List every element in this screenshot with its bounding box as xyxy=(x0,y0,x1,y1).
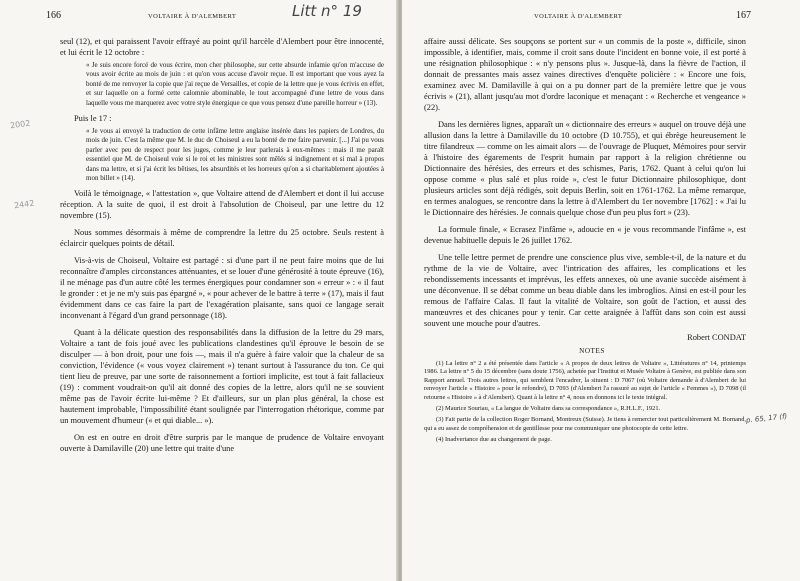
quotation: « Je vous ai envoyé la traduction de cette infâme lettre anglaise insérée dans les papiers de Londres, du mois de juin. C'est la même que M. le duc de Choiseul a eu la bonté de me faire parvenir. [...] J'ai pu vous parler avec peu de respect pour les juges, comme je leur parlerais à eux-mêmes : mais il me paraît essentiel que M. de Choiseul voie si le roi et les ministres sont mêlés si indignement et si mal à propos dans ma lettre, et si j'ai écrit les bêtises, les absurdités et les horreurs qu'on a si charitablement ajoutées à mon billet » (14). xyxy=(86,127,384,183)
margin-mark: 2442 xyxy=(13,198,35,211)
right-running-head: VOLTAIRE À D'ALEMBERT xyxy=(534,13,623,20)
left-page xyxy=(0,0,398,581)
paragraph: On est en outre en droit d'être surpris par le manque de prudence de Voltaire envoyant ouverte à Damilaville (20) une lettre qui traite d'une xyxy=(60,433,384,454)
paragraph: Voilà le témoignage, « l'attestation », que Voltaire attend de d'Alembert et dont il lui accuse réception. A la suite de quoi, il est droit à l'absolution de Choiseul, par une lettre du 12 novembre (15). xyxy=(60,189,384,221)
footnote: (4) Inadvertance due au changement de page. xyxy=(436,436,552,444)
paragraph: Vis-à-vis de Choiseul, Voltaire est partagé : si d'une part il ne peut faire moins que de lui reconnaître d'amples circonstances atténuantes, et se louer d'une générosité à toute épreuve (16), il ne ménage pas d'un autre côté les termes énergiques pour condamner son « erreur » : « il faut le gronder : et je ne m'y suis pas épargné », « pour achever de le battre à terre » (17), mais il faut évidemment dans ce cas faire la part de l'exagération plaisante, sans quoi ce langage serait inconvenant à l'égard d'un grand personnage (18). xyxy=(60,256,384,321)
paragraph: La formule finale, « Ecrasez l'infâme », adoucie en « je vous recommande l'infâme », est devenue habituelle depuis le 26 juillet 1762. xyxy=(424,225,746,245)
right-page-number: 167 xyxy=(736,10,751,21)
author-signature: Robert CONDAT xyxy=(687,333,746,342)
paragraph: Dans les dernières lignes, apparaît un « dictionnaire des erreurs » auquel on trouve déjà une allusion dans la lettre à Damilaville du 10 octobre (D 10.755), et qui ébrège heureusement le titre filandreux — comme on les aimait alors — de l'ouvrage de Pluquet, Mémoires pour servir à l'histoire des égarements de l'esprit humain par rapport à la religion chrétienne ou Dictionnaire des hérésies, des erreurs et des schismes, Paris, 1762. Quant à celui qu'on lui oppose comme « plus salé et plus roide », c'est le futur Dictionnaire philosophique, dont plusieurs articles sont déjà rédigés, soit depuis Berlin, soit en 1761-1762. La même remarque, en termes analogues, se rencontre dans la lettre à d'Alembert du 1er novembre [1762] : « J'ai lu le Dictionnaire des hérésies. Je connais quelque chose d'un peu plus fort » (23). xyxy=(424,120,746,217)
paragraph: Nous sommes désormais à même de comprendre la lettre du 25 octobre. Seuls restent à éclaircir quelques points de détail. xyxy=(60,228,384,249)
margin-note: p. 65, 17 (f) xyxy=(745,412,788,425)
footnote: (2) Maurice Souriau, « La langue de Voltaire dans sa correspondance », R.H.L.F., 1921. xyxy=(436,405,661,413)
paragraph: affaire aussi délicate. Ses soupçons se portent sur « un commis de la poste », difficile, sinon impossible, à identifier, mais, comme il croit sans doute l'incident en bonne voie, il est porté à une résignation philosophique : « n'y pensons plus ». Jusque-là, dans la fièvre de l'action, il donnait de pressantes mais assez vaines directives d'enquête policière : « Encore une fois, examinez avec M. Damilaville à qui on a pu donner part de la première lettre que je vous écrivis » (21), allant jusqu'au mot d'ordre laconique et menaçant : « Recherche et vengeance » (22). xyxy=(424,37,746,112)
footnote: (3) Fait partie de la collection Roger Bornand, Montreux (Suisse). Je tiens à remercier tout particulièrement M. Bornand, qui a eu assez de compréhension et de gentillesse pour me communiquer une photocopie de cette lettre. xyxy=(424,416,746,432)
left-running-head: VOLTAIRE À D'ALEMBERT xyxy=(148,13,237,20)
paragraph: Une telle lettre permet de prendre une conscience plus vive, semble-t-il, de la nature et du rythme de la vie de Voltaire, avec l'intrication des affaires, les complications et les rebondissements incessants et imprévus, les effets annexes, où une avanie succède aisément à une déconvenue. Il se débat comme un beau diable dans les imbroglios. Ainsi en est-il pour les remous de l'affaire Calas. Il faut la vitalité de Voltaire, son goût de l'action, et aussi des manœuvres et des chicanes pour y tenir. Car cette araignée à l'affût dans son coin est aussi souvent une mouche pour d'autres. xyxy=(424,253,746,328)
margin-mark: 2002 xyxy=(9,118,31,131)
paragraph: Puis le 17 : xyxy=(74,114,112,124)
left-page-number: 166 xyxy=(46,10,61,21)
quotation: « Je suis encore forcé de vous écrire, mon cher philosophe, sur cette absurde infamie qu'on m'accuse de vous avoir écrite au mois de juin : et qu'on vous accuse d'avoir reçue. Il est important que vous ayez la bonté de me renvoyer la copie que j'ai reçue de Versailles, et copie de la lettre que je vous écrivis en effet, et sur laquelle on a formé cette calomnie abominable, le tout accompagné d'une lettre de vous dans laquelle vous me marquerez avec votre style énergique ce que vous pensez d'une pareille horreur » (13). xyxy=(86,61,384,107)
right-page xyxy=(402,0,800,581)
handwritten-note: Litt n° 19 xyxy=(292,2,362,20)
paragraph: seul (12), et qui paraissent l'avoir effrayé au point qu'il harcèle d'Alembert pour être innocenté, et lui écrit le 12 octobre : xyxy=(60,37,384,57)
paragraph: Quant à la délicate question des responsabilités dans la diffusion de la lettre du 29 mars, Voltaire a tant de fois joué avec les publications clandestines qu'il éprouve le besoin de se disculper — à bon droit, pour une fois —, mais il n'a guère à faire valoir que la chaleur de sa conviction, l'évidence (« vous voyez clairement ») tenant surtout à l'assurance du ton. Ce qui tient lieu de preuve, par une sorte de raisonnement a fortiori implicite, est tout à fait fallacieux (19) : comment voudrait-on qu'il ait donné des copies de la lettre, alors qu'il ne se souvient même pas de l'avoir écrite lui-même ? Et d'ailleurs, sur un plan plus général, la chose est hautement improbable, l'impossibilité étant soulignée par l'interrogation rhétorique, comme par un mouvement d'humeur (« et qui diable... »). xyxy=(60,328,384,426)
right-text-column xyxy=(424,36,746,448)
left-text-column xyxy=(60,36,384,457)
footnote: (1) La lettre n° 2 a été présentée dans l'article « A propos de deux lettres de Voltaire », Littératures n° 14, printemps 1986. La lettre n° 5 du 15 décembre (sans doute 1756), achetée par l'Institut et Musée Voltaire à Genève, est publiée dans son Rapport annuel. Trois autres lettres, qui semblent l'encadrer, la situent : D 7067 (où Voltaire demande à d'Alembert de lui renvoyer l'article « Histoire » pour le refondre), D 7093 (d'Alembert l'a rassuré au sujet de l'article « Femmes »), D 7098 (il retourne « Histoire » à d'Alembert). Quant à la lettre n° 4, nous en donnons ici le texte intégral. xyxy=(424,360,746,401)
notes-title: NOTES xyxy=(579,347,605,355)
